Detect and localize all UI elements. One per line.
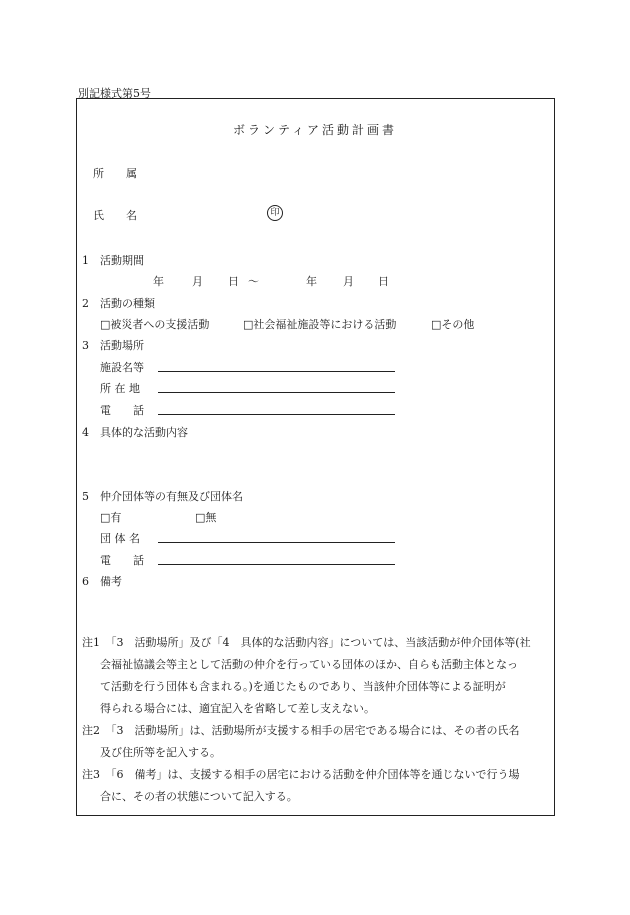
note-1-line-3: て活動を行う団体も含まれる。)を通じたものであり、当該仲介団体等による証明が (100, 680, 506, 693)
period-to-day: 日 (378, 275, 389, 288)
form-number: 別記様式第5号 (78, 87, 151, 100)
type-option-disaster[interactable]: □被災者への支援活動 (100, 318, 210, 331)
note-1-line-4: 得られる場合には、適宜記入を省略して差し支えない。 (100, 702, 375, 715)
form-title: ボランティア活動計画書 (232, 123, 398, 137)
group-phone-field[interactable] (158, 564, 395, 565)
note-1-line-2: 会福祉協議会等主として活動の仲介を行っている団体のほか、自らも活動主体となっ (100, 658, 518, 671)
intermediary-no-option[interactable]: □無 (195, 511, 217, 524)
section-period-heading: 1 活動期間 (82, 254, 144, 267)
note-3-line-2: 合に、その者の状態について記入する。 (100, 790, 298, 803)
type-option-welfare-facility[interactable]: □社会福祉施設等における活動 (243, 318, 397, 331)
address-label: 所 在 地 (100, 382, 140, 395)
facility-name-field[interactable] (158, 371, 395, 372)
section-intermediary-heading: 5 仲介団体等の有無及び団体名 (82, 490, 243, 503)
note-2-line-2: 及び住所等を記入する。 (100, 746, 221, 759)
period-to-year: 年 (306, 275, 317, 288)
place-phone-field[interactable] (158, 414, 395, 415)
note-1-line-1: 注1 「3 活動場所」及び「4 具体的な活動内容」については、当該活動が仲介団体等(社 (82, 636, 531, 649)
period-tilde: ～ (248, 275, 259, 288)
period-from-month: 月 (192, 275, 203, 288)
address-field[interactable] (158, 392, 395, 393)
seal-mark: 印 (267, 205, 283, 221)
period-to-month: 月 (343, 275, 354, 288)
group-name-label: 団 体 名 (100, 532, 140, 545)
type-option-other[interactable]: □その他 (431, 318, 475, 331)
affiliation-label: 所 属 (93, 167, 137, 180)
period-from-day: 日 (228, 275, 239, 288)
place-phone-label: 電 話 (100, 404, 144, 417)
group-name-field[interactable] (158, 542, 395, 543)
group-phone-label: 電 話 (100, 554, 144, 567)
facility-name-label: 施設名等 (100, 361, 144, 374)
section-place-heading: 3 活動場所 (82, 339, 144, 352)
note-3-line-1: 注3 「6 備考」は、支援する相手の居宅における活動を仲介団体等を通じないで行う場 (82, 768, 520, 781)
name-label: 氏 名 (93, 209, 137, 222)
period-from-year: 年 (153, 275, 164, 288)
note-2-line-1: 注2 「3 活動場所」は、活動場所が支援する相手の居宅である場合には、その者の氏名 (82, 724, 520, 737)
section-remarks-heading: 6 備考 (82, 575, 122, 588)
section-type-heading: 2 活動の種類 (82, 297, 155, 310)
section-content-heading: 4 具体的な活動内容 (82, 426, 188, 439)
intermediary-yes-option[interactable]: □有 (100, 511, 122, 524)
